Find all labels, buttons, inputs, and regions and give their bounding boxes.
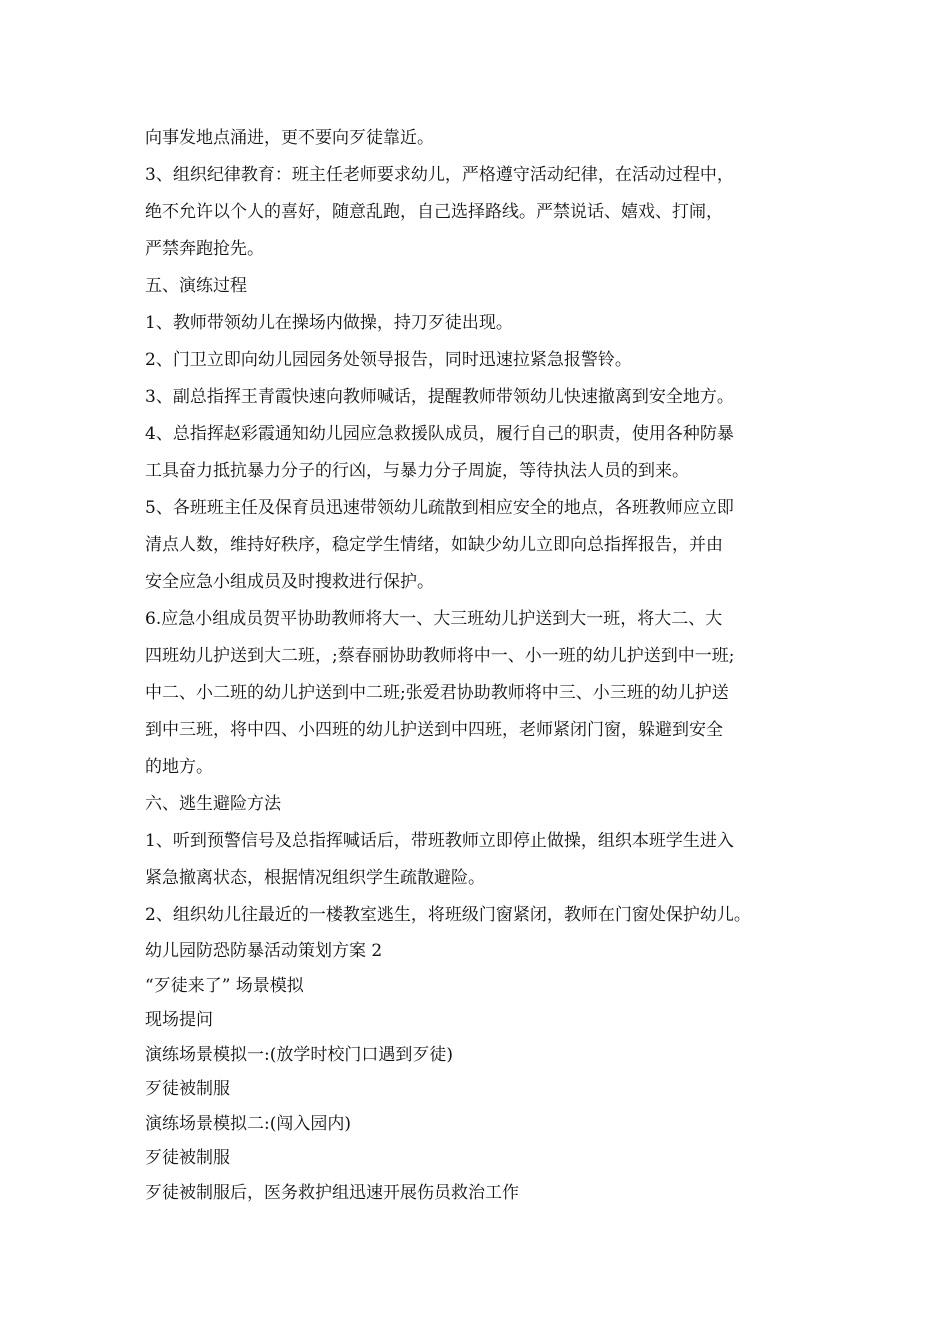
text-line: 3、副总指挥王青霞快速向教师喊话，提醒教师带领幼儿快速撤离到安全地方。 [145,387,734,407]
text-line: 绝不允许以个人的喜好，随意乱跑，自己选择路线。严禁说话、嬉戏、打闹， [145,202,723,222]
text-line: 2、门卫立即向幼儿园园务处领导报告，同时迅速拉紧急报警铃。 [145,350,632,370]
text-line: 歹徒被制服 [145,1148,230,1168]
text-line: 的地方。 [145,757,213,777]
section-heading: 六、逃生避险方法 [145,794,281,814]
text-line: 5、各班班主任及保育员迅速带领幼儿疏散到相应安全的地点，各班教师应立即 [145,498,734,518]
text-line: 3、组织纪律教育：班主任老师要求幼儿，严格遵守活动纪律，在活动过程中， [145,165,734,185]
text-line: 2、组织幼儿往最近的一楼教室逃生，将班级门窗紧闭，教师在门窗处保护幼儿。 [145,905,751,925]
text-line: 严禁奔跑抢先。 [145,239,264,259]
text-line: “歹徒来了” 场景模拟 [145,975,304,996]
text-line: 工具奋力抵抗暴力分子的行凶，与暴力分子周旋，等待执法人员的到来。 [145,461,689,481]
section-heading: 五、演练过程 [145,276,247,296]
text-line: 清点人数，维持好秩序，稳定学生情绪，如缺少幼儿立即向总指挥报告，并由 [145,535,723,555]
text-line: 4、总指挥赵彩霞通知幼儿园应急救援队成员，履行自己的职责，使用各种防暴 [145,424,734,444]
text-line: 安全应急小组成员及时搜救进行保护。 [145,572,434,592]
text-line: 演练场景模拟二:(闯入园内) [145,1113,351,1134]
text-line: 1、听到预警信号及总指挥喊话后，带班教师立即停止做操，组织本班学生进入 [145,831,734,851]
document-body [145,120,835,1210]
text-line: 紧急撤离状态，根据情况组织学生疏散避险。 [145,868,485,888]
text-line: 向事发地点涌进，更不要向歹徒靠近。 [145,128,434,148]
text-line: 四班幼儿护送到大二班，;蔡春丽协助教师将中一、小一班的幼儿护送到中一班; [145,646,735,666]
text-line: 演练场景模拟一:(放学时校门口遇到歹徒) [145,1044,453,1065]
text-line: 歹徒被制服 [145,1079,230,1099]
document-title: 幼儿园防恐防暴活动策划方案 2 [145,941,383,961]
text-line: 6.应急小组成员贺平协助教师将大一、大三班幼儿护送到大一班，将大二、大 [145,609,723,629]
text-line: 现场提问 [145,1010,213,1030]
text-line: 中二、小二班的幼儿护送到中二班;张爱君协助教师将中三、小三班的幼儿护送 [145,683,729,703]
text-line: 歹徒被制服后，医务救护组迅速开展伤员救治工作 [145,1182,519,1203]
text-line: 到中三班，将中四、小四班的幼儿护送到中四班，老师紧闭门窗，躲避到安全 [145,720,723,740]
text-line: 1、教师带领幼儿在操场内做操，持刀歹徒出现。 [145,313,513,333]
